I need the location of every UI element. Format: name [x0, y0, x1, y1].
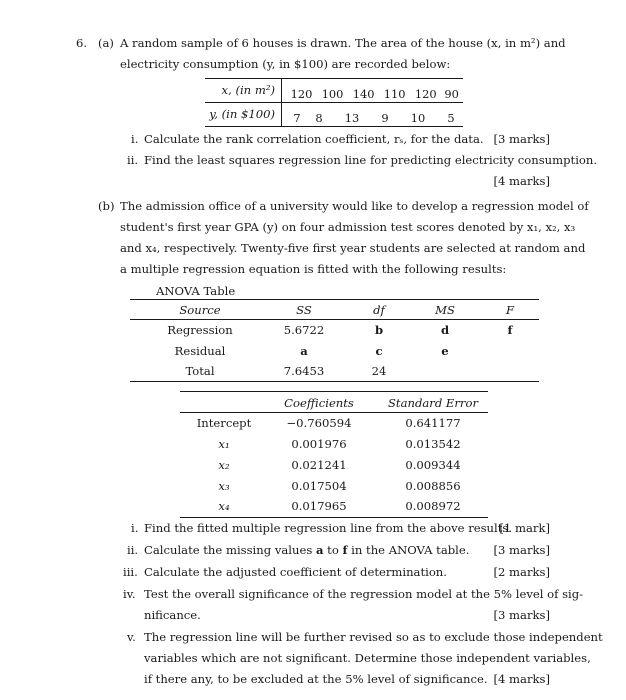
coef-value: 0.017965	[291, 499, 347, 513]
anova-cell-df: b	[374, 323, 384, 337]
part-b-item-marks: [2 marks]	[493, 565, 550, 579]
anova-header-f: F	[505, 303, 515, 317]
anova-header-source: Source	[179, 303, 221, 317]
y-value: 5	[447, 111, 455, 125]
anova-cell-ms: e	[441, 344, 449, 358]
x-value: 90	[444, 87, 459, 101]
anova-header-rule	[130, 319, 539, 320]
anova-header-ms: MS	[435, 303, 455, 317]
anova-header-df: df	[373, 303, 385, 317]
part-b-item-number: iii.	[123, 565, 138, 579]
coef-top-rule	[180, 391, 488, 392]
coef-value: 0.017504	[291, 479, 347, 493]
anova-cell-ss: a	[300, 344, 308, 358]
x-value: 140	[352, 87, 375, 101]
anova-bottom-rule	[130, 381, 539, 382]
part-b-item-number: v.	[127, 630, 136, 644]
anova-cell-source: Regression	[167, 323, 233, 337]
anova-top-rule	[130, 299, 539, 300]
coef-stderr: 0.009344	[405, 458, 461, 472]
part-b-intro-line: and x₄, respectively. Twenty-five first year students are selected at random and	[120, 241, 586, 255]
coef-stderr: 0.008972	[405, 499, 461, 513]
part-b-item-text	[144, 543, 469, 557]
y-value: 10	[410, 111, 426, 125]
part-b-item-text: The regression line will be further revised so as to exclude those independent	[144, 630, 603, 644]
part-a-item-number: i.	[131, 132, 139, 146]
coef-header-rule	[180, 412, 488, 413]
coef-stderr: 0.641177	[405, 416, 461, 430]
coef-stderr: 0.008856	[405, 479, 461, 493]
item-text-mid: to	[323, 543, 343, 557]
anova-header-ss: SS	[296, 303, 312, 317]
y-value: 13	[344, 111, 360, 125]
part-a-intro-line2: electricity consumption (y, in $100) are recorded below:	[120, 57, 451, 71]
part-b-item-marks: [3 marks]	[493, 543, 550, 557]
x-value: 120	[290, 87, 313, 101]
part-b-item-text: Find the fitted multiple regression line from the above results.	[144, 521, 513, 535]
table-a-y-row	[286, 107, 462, 129]
part-b-item-number: iv.	[123, 587, 136, 601]
item-text-post: in the ANOVA table.	[347, 543, 470, 557]
coef-header-coefficients: Coefficients	[284, 396, 354, 410]
anova-title: ANOVA Table	[156, 284, 236, 298]
anova-cell-source: Residual	[174, 344, 226, 358]
part-b-item-marks: [4 marks]	[493, 672, 550, 686]
anova-cell-ss: 7.6453	[283, 364, 325, 378]
part-b-item-number: ii.	[127, 543, 139, 557]
part-b-item-text: if there any, to be excluded at the 5% level of significance.	[144, 672, 488, 686]
x-value: 110	[383, 87, 406, 101]
table-a-vertical-rule	[281, 78, 282, 126]
table-a-x-row	[286, 83, 462, 105]
part-a-item-number: ii.	[127, 153, 139, 167]
part-b-item-text: Test the overall significance of the regression model at the 5% level of sig-	[144, 587, 584, 601]
x-value: 120	[414, 87, 437, 101]
anova-cell-ms: d	[440, 323, 450, 337]
coef-row-label: x₃	[218, 479, 230, 493]
anova-cell-df: 24	[371, 364, 387, 378]
part-b-intro-line: The admission office of a university would like to develop a regression model of	[120, 199, 589, 213]
part-b-intro-line: student's first year GPA (y) on four admission test scores denoted by x₁, x₂, x₃	[120, 220, 576, 234]
part-b-item-text: nificance.	[144, 608, 201, 622]
anova-cell-source: Total	[185, 364, 215, 378]
y-value: 7	[293, 111, 301, 125]
part-b-item-marks: [3 marks]	[493, 608, 550, 622]
part-b-item-number: i.	[131, 521, 139, 535]
anova-cell-ss: 5.6722	[283, 323, 325, 337]
anova-cell-df: c	[375, 344, 383, 358]
x-value: 100	[321, 87, 344, 101]
coef-row-label: x₁	[218, 437, 230, 451]
anova-cell-f: f	[507, 323, 513, 337]
table-a-y-header: y, (in $100)	[209, 107, 275, 121]
table-a-top-rule	[205, 78, 463, 79]
coef-row-label: x₂	[218, 458, 230, 472]
question-number: 6.	[76, 36, 88, 50]
item-text-pre: Calculate the missing values	[144, 543, 316, 557]
part-a-intro-line1: A random sample of 6 houses is drawn. The area of the house (x, in m²) and	[120, 36, 566, 50]
coef-value: −0.760594	[286, 416, 352, 430]
coef-stderr: 0.013542	[405, 437, 461, 451]
coef-header-stderr: Standard Error	[387, 396, 479, 410]
table-a-x-header: x, (in m²)	[221, 83, 275, 97]
part-a-label: (a)	[98, 36, 114, 50]
coef-row-label: Intercept	[196, 416, 252, 430]
part-b-label: (b)	[98, 199, 115, 213]
coef-value: 0.001976	[291, 437, 347, 451]
part-a-item-marks: [3 marks]	[493, 132, 550, 146]
part-b-intro-line: a multiple regression equation is fitted with the following results:	[120, 262, 507, 276]
item-text-f: f	[342, 543, 348, 557]
item-text-a: a	[315, 543, 324, 557]
y-value: 8	[315, 111, 323, 125]
coef-row-label: x₄	[218, 499, 230, 513]
part-a-item-text: Find the least squares regression line for predicting electricity consumption.	[144, 153, 598, 167]
part-b-item-marks: [1 mark]	[499, 521, 550, 535]
coef-value: 0.021241	[291, 458, 347, 472]
part-b-item-text: variables which are not significant. Determine those independent variables,	[144, 651, 591, 665]
coef-bottom-rule	[180, 517, 488, 518]
y-value: 9	[381, 111, 389, 125]
part-b-item-text: Calculate the adjusted coefficient of determination.	[144, 565, 447, 579]
part-a-item-marks: [4 marks]	[493, 174, 550, 188]
part-a-item-text: Calculate the rank correlation coefficient, rₛ, for the data.	[144, 132, 484, 146]
